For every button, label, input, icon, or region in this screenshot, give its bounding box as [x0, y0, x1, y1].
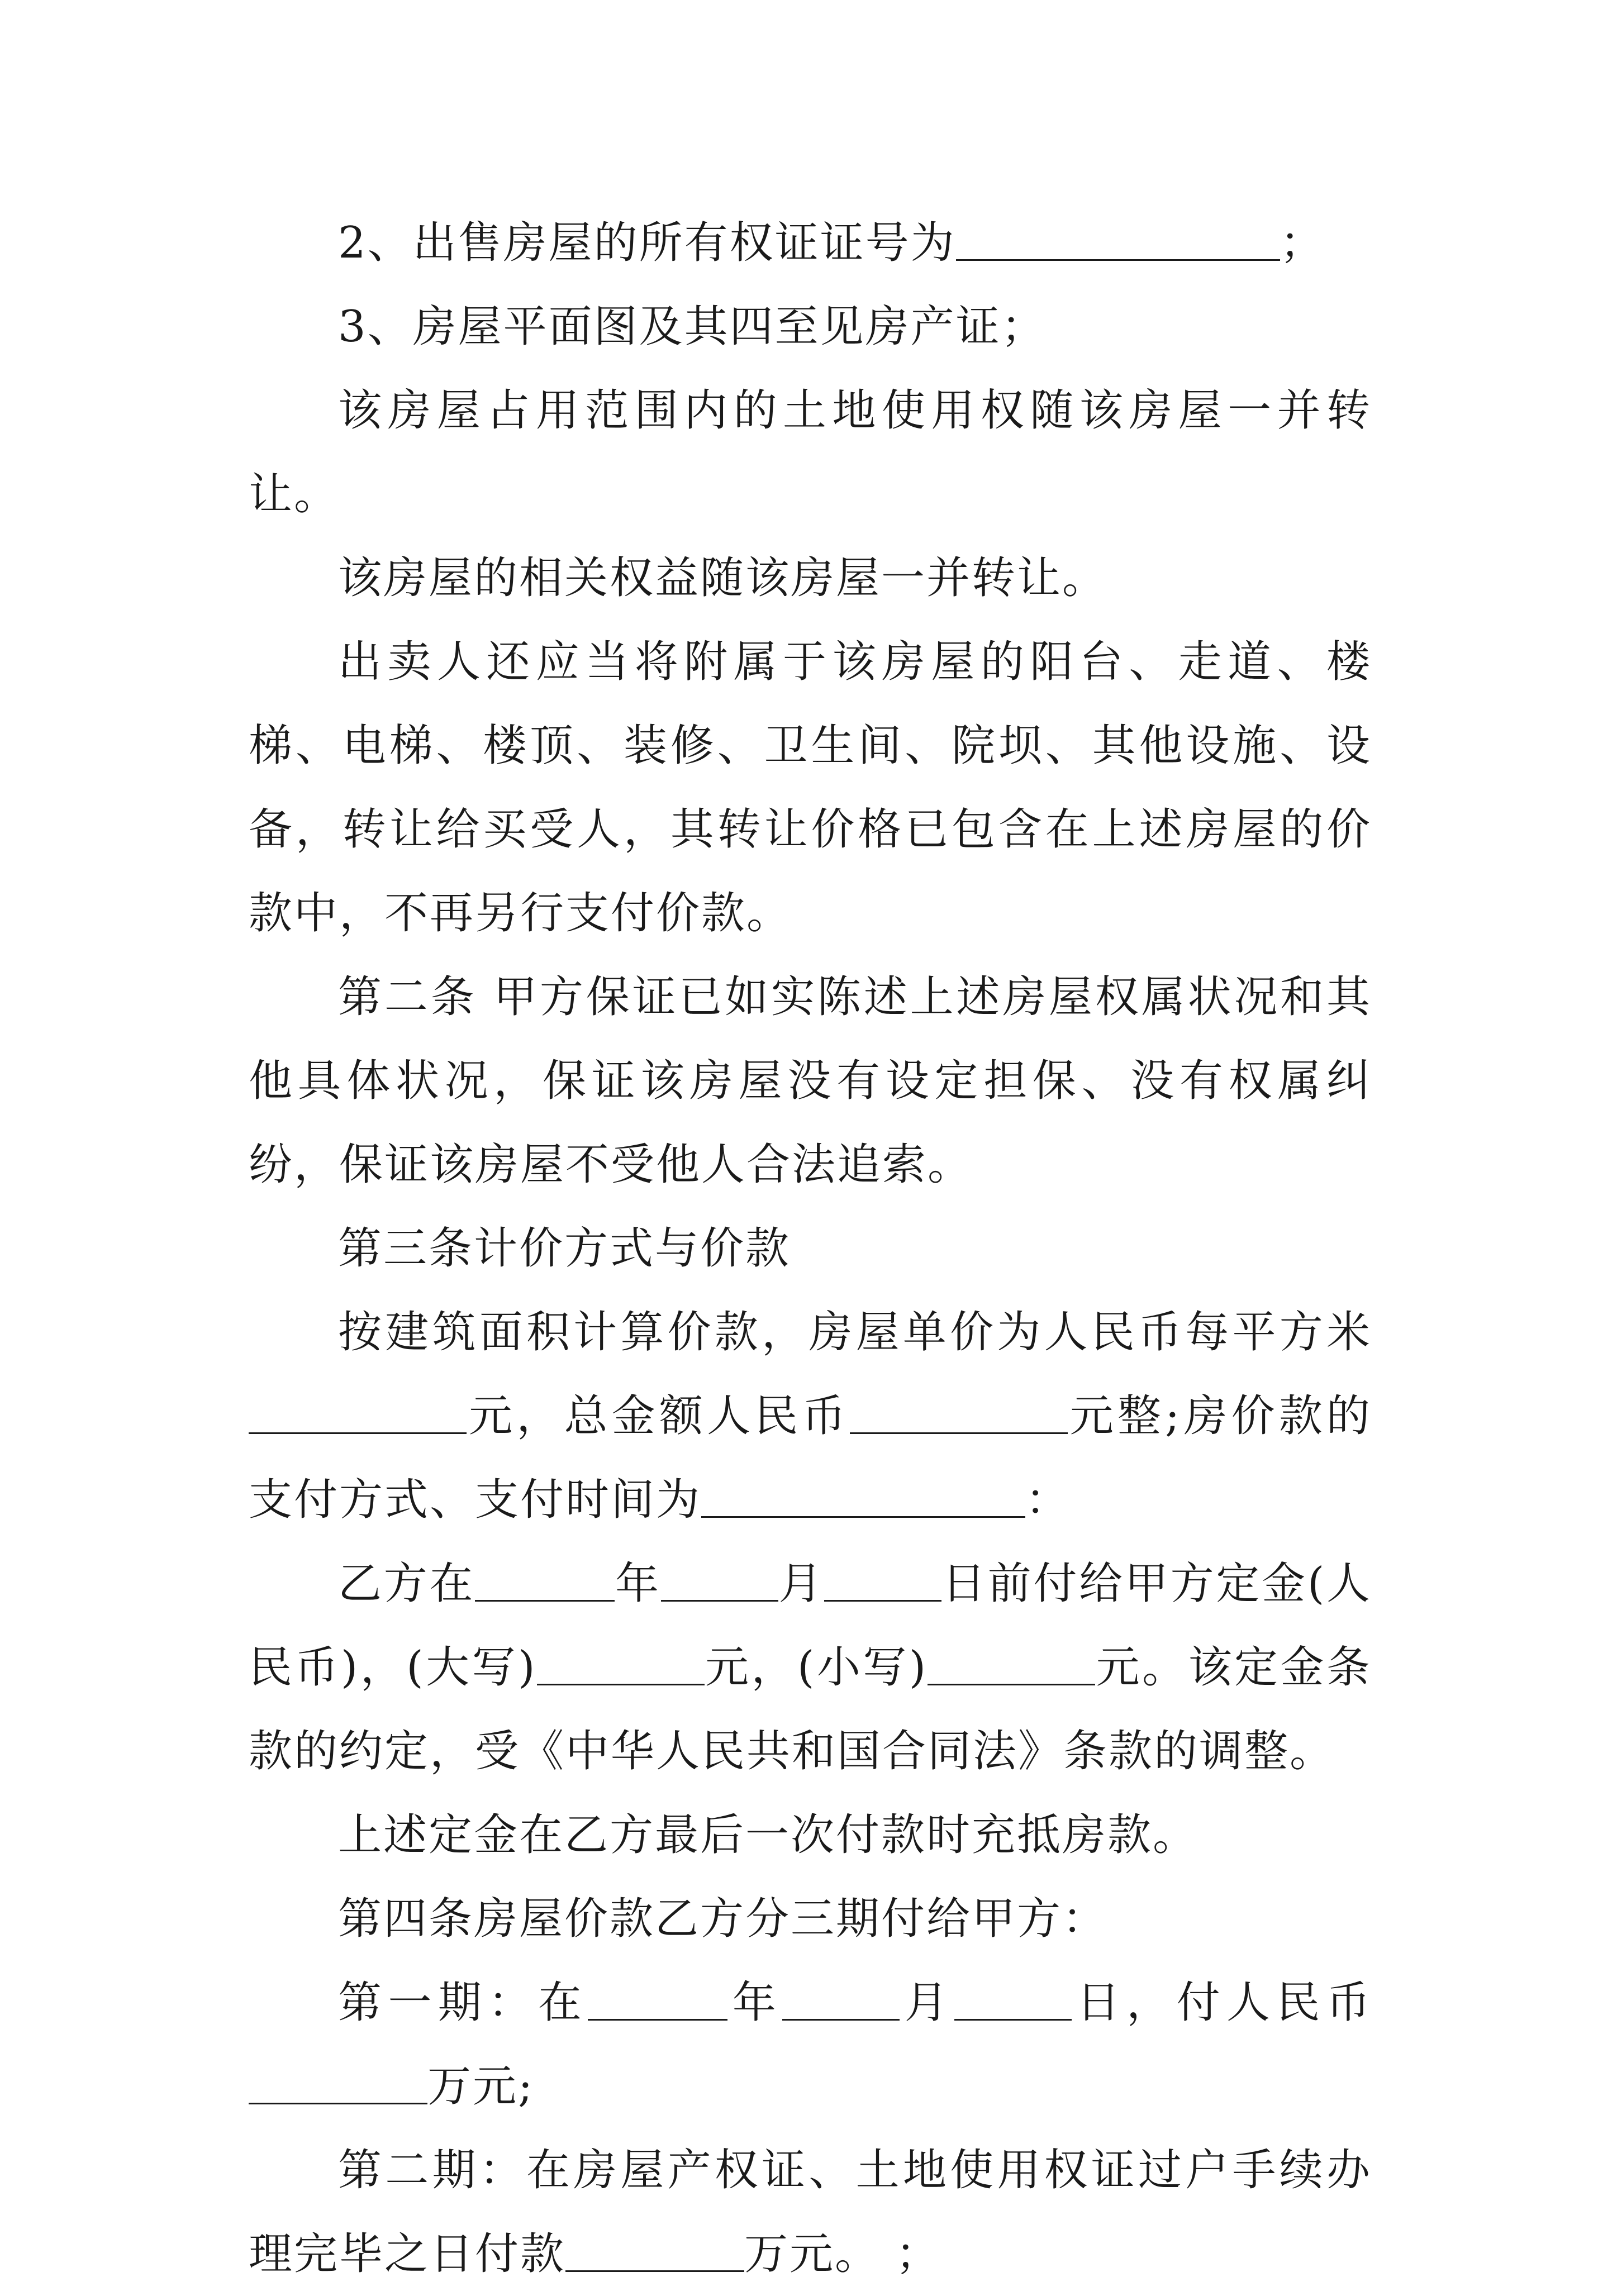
text: ：: [1025, 1475, 1071, 1525]
fill-blank-amount-lowercase[interactable]: [928, 1640, 1095, 1685]
text: 第一期：在: [338, 1978, 588, 2028]
clause-pricing: [249, 1290, 1372, 1542]
fill-blank-unit-price[interactable]: [249, 1389, 467, 1434]
text: 元。该定金条款的约定，受《中华人民共和国合同法》条款的调整。: [249, 1642, 1372, 1776]
text: 月: [900, 1978, 955, 2028]
fill-blank-first-amount[interactable]: [249, 2059, 427, 2104]
clause-second-installment: [249, 2128, 1372, 2296]
text: 元，(小写): [704, 1642, 928, 1693]
text: 元，总金额人民币: [467, 1391, 850, 1441]
text: 万元;: [427, 2061, 535, 2112]
clause-land-use-right: 该房屋占用范围内的土地使用权随该房屋一并转让。: [249, 385, 1372, 520]
article-two: 第二条 甲方保证已如实陈述上述房屋权属状况和其他具体状况，保证该房屋没有设定担保、没有权属纠纷，保证该房屋不受他人合法追索。: [249, 972, 1372, 1190]
fill-blank-year[interactable]: [588, 1975, 727, 2021]
clause-floor-plan: 3、房屋平面图及其四至见房产证；: [338, 302, 1047, 352]
fill-blank-total-amount[interactable]: [850, 1389, 1068, 1434]
document-page: [249, 201, 1372, 2296]
text: 日，付人民币: [1072, 1978, 1372, 2028]
clause-first-installment: [249, 1961, 1372, 2128]
clause-attached-facilities: 出卖人还应当将附属于该房屋的阳台、走道、楼梯、电梯、楼顶、装修、卫生间、院坝、其他设施、设备，转让给买受人，其转让价格已包含在上述房屋的价款中，不再另行支付价款。: [249, 637, 1372, 939]
text: 年: [727, 1978, 783, 2028]
fill-blank-day[interactable]: [824, 1556, 941, 1602]
fill-blank-day[interactable]: [954, 1975, 1072, 2021]
clause-related-rights: 该房屋的相关权益随该房屋一并转让。: [338, 553, 1108, 603]
clause-deposit-offset: 上述定金在乙方最后一次付款时充抵房款。: [338, 1810, 1199, 1860]
fill-blank-month[interactable]: [661, 1556, 778, 1602]
text: 日前付给甲方定金(人民币)，(大写): [249, 1559, 1372, 1693]
text: 第二期：在房屋产权证、土地使用权证过户手续办理完毕之日付款: [249, 2145, 1372, 2279]
text: 乙方在: [338, 1559, 475, 1609]
text: 年: [615, 1559, 661, 1609]
article-four-heading: 第四条房屋价款乙方分三期付给甲方：: [338, 1894, 1108, 1944]
clause-deposit: [249, 1542, 1372, 1793]
text: 2、出售房屋的所有权证证号为: [338, 218, 956, 268]
text: 按建筑面积计算价款，房屋单价为人民币每平方米: [338, 1307, 1372, 1357]
fill-blank-second-amount[interactable]: [565, 2227, 744, 2272]
text: 万元。 ；: [744, 2229, 941, 2279]
article-three-heading: 第三条计价方式与价款: [338, 1223, 791, 1274]
text: 月: [778, 1559, 825, 1609]
clause-certificate-number: [249, 201, 1372, 285]
fill-blank-amount-uppercase[interactable]: [537, 1640, 705, 1685]
fill-blank[interactable]: [956, 216, 1280, 261]
fill-blank-month[interactable]: [782, 1975, 900, 2021]
text: ；: [1280, 218, 1325, 268]
fill-blank-year[interactable]: [475, 1556, 615, 1602]
text: 元整;房价款的支付方式、支付时间为: [249, 1391, 1372, 1525]
fill-blank-payment-method[interactable]: [701, 1473, 1025, 1518]
